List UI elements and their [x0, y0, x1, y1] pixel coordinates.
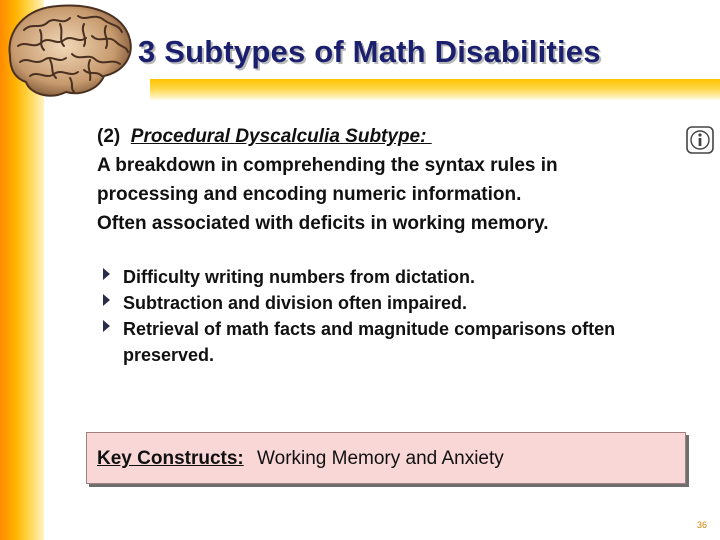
info-icon [685, 125, 715, 155]
description-line: A breakdown in comprehending the syntax rules in [97, 155, 558, 176]
page-number: 36 [697, 520, 708, 530]
description-line: Often associated with deficits in working memory. [97, 213, 549, 234]
title-underline-band [150, 79, 720, 101]
subtype-intro [97, 122, 697, 238]
subtype-number: (2) [97, 126, 131, 147]
subtype-suffix: : [420, 126, 432, 147]
bullet-text: Difficulty writing numbers from dictation. [123, 267, 476, 287]
bullet-text: Retrieval of math facts and magnitude comparisons often preserved. [123, 319, 616, 365]
triangle-bullet-icon [103, 320, 110, 332]
key-constructs-box [86, 432, 686, 484]
subtype-heading-line [97, 122, 697, 151]
key-constructs-label: Key Constructs: [97, 448, 244, 469]
bullet-text: Subtraction and division often impaired. [123, 293, 468, 313]
triangle-bullet-icon [103, 268, 110, 280]
subtype-label: Procedural Dyscalculia Subtype [130, 126, 421, 147]
slide-title: 3 Subtypes of Math Disabilities [138, 34, 601, 69]
triangle-bullet-icon [103, 294, 110, 306]
list-item [103, 290, 683, 316]
bullet-list [103, 264, 683, 368]
brain-image [0, 0, 136, 104]
list-item [103, 316, 683, 368]
key-constructs-text: Working Memory and Anxiety [257, 448, 504, 469]
list-item [103, 264, 683, 290]
description-line: processing and encoding numeric information. [97, 184, 522, 205]
